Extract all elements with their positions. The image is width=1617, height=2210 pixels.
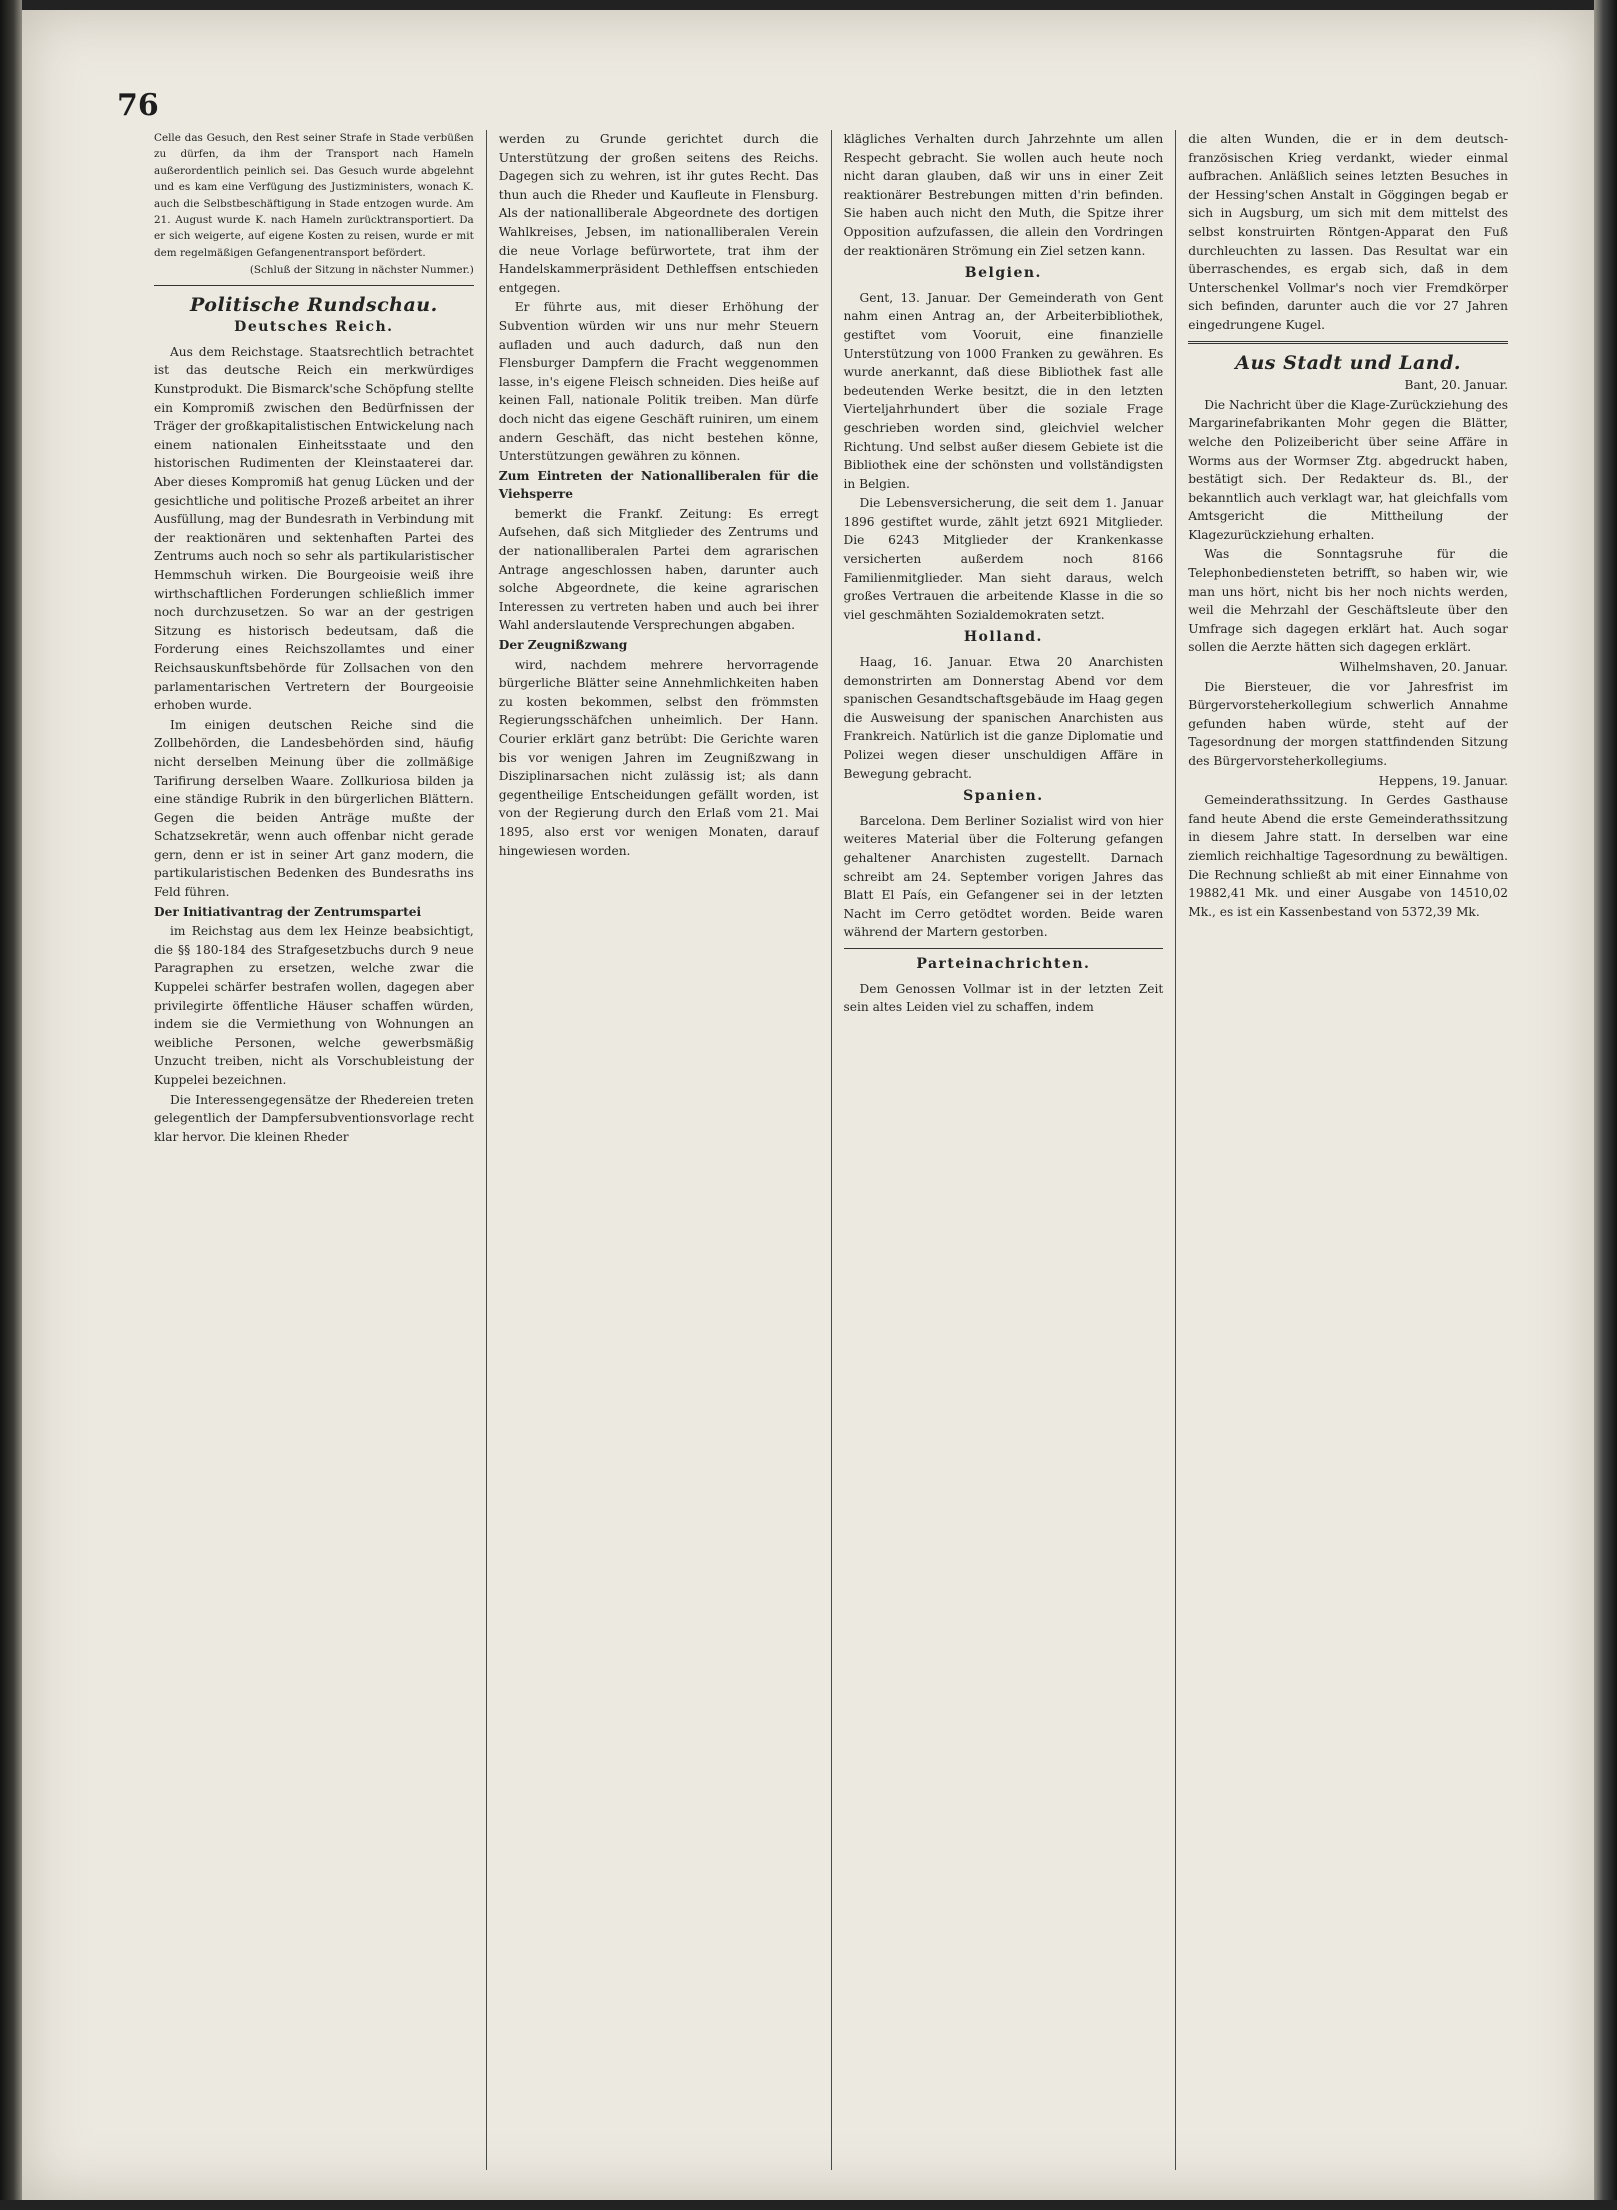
page-number: 76 xyxy=(117,88,159,123)
subsection-title-belgium: Belgien. xyxy=(964,265,1042,282)
article-paragraph: die alten Wunden, die er in dem deutsch-französischen Krieg verdankt, wieder einmal aufbrachen. Anläßlich seines letzten Besuches in der Hessing'schen Anstalt in Göggingen begab er sich in Augsburg, um sich mit dem mittelst des selbst konstruirten Röntgen-Apparat den Fuß durchleuchten zu lassen. Das Resultat war ein überraschendes, es ergab sich, daß in dem Unterschenkel Vollmar's noch vier Fremdkörper sich befinden, darunter auch die vor 27 Jahren eingedrungene Kugel. xyxy=(1188,132,1508,332)
article-paragraph: werden zu Grunde gerichtet durch die Unterstützung der großen seitens des Reichs. Dagegen sich zu wehren, ist ihr gutes Recht. Das thun auch die Rheder und Kaufleute in Flensburg. Als der nationalliberale Abgeordnete des dortigen Wahlkreises, Jebsen, im nationalliberalen Verein die neue Vorlage befürwortete, trat ihm der Handelskammerpräsident Dethleffsen entschieden entgegen. xyxy=(498,132,819,295)
article-headline: Zum Eintreten der Nationalliberalen für die Viehsperre xyxy=(498,468,819,502)
dateline: Wilhelmshaven, 20. Januar. xyxy=(1339,660,1508,675)
article-paragraph: klägliches Verhalten durch Jahrzehnte um allen Respecht gebracht. Sie wollen auch heute noch nicht daran glauben, daß wir uns in einer Zeit reaktionärer Bestrebungen mitten d'rin befinden. Sie haben auch nicht den Muth, die Spitze ihrer Opposition aufzufassen, die allein den Vordringen der reaktionären Strömung ein Ziel setzen kann. xyxy=(843,132,1164,258)
article-paragraph: Aus dem Reichstage. Staatsrechtlich betrachtet ist das deutsche Reich ein merkwürdiges Kunstprodukt. Die Bismarck'sche Schöpfung stellte ein Kompromiß zwischen den Bedürfnissen der Träger der großkapitalistischen Entwickelung nach einem nationalen Einheitsstaate und den historischen Rudimenten der Kleinstaaterei dar. Aber dieses Kompromiß hat genug Lücken und der gesichtliche und politische Prozeß arbeitet an ihrer Ausfüllung, mag der Bundesrath in Verbindung mit der reaktionären und sektenhaften Partei des Zentrums auch noch so sehr als partikularistischer Hemmschuh wirken. Die Bourgeoisie weiß ihre wirthschaftlichen Forderungen schließlich immer noch durchzusetzen. So war an der gestrigen Sitzung es historisch bedeutsam, daß die Forderung eines Reichszollamtes und einer Reichsauskunftsbehörde für Zollsachen von den parlamentarischen Vertretern der Bourgeoisie erhoben wurde. xyxy=(154,344,474,713)
scan-edge-right xyxy=(1594,0,1617,2210)
article-paragraph: Barcelona. Dem Berliner Sozialist wird von hier weiteres Material über die Folterung gefangen gehaltener Anarchisten zugestellt. Darnach schreibt am 24. September vorigen Jahres das Blatt El País, ein Gefangener sei in der letzten Nacht im Cerro getödtet worden. Beide waren während der Martern gestorben. xyxy=(843,813,1164,940)
article-paragraph: Er führte aus, mit dieser Erhöhung der Subvention würden wir uns nur mehr Steuern aufladen und auch dadurch, daß nun den Flensburger Dampfern die Fracht weggenommen lasse, in's eigene Fleisch schneiden. Dies heiße auf keinen Fall, nationale Politik treiben. Man dürfe doch nicht das eigene Geschäft ruiniren, um einem andern Geschäft, das nicht bestehen könne, Unterstützungen gewähren zu können. xyxy=(498,300,819,464)
subsection-title-germany: Deutsches Reich. xyxy=(234,319,394,336)
article-paragraph: Dem Genossen Vollmar ist in der letzten Zeit sein altes Leiden viel zu schaffen, indem xyxy=(843,981,1164,1015)
divider xyxy=(1188,341,1508,344)
section-title-politics: Politische Rundschau. xyxy=(190,293,438,316)
column-2 xyxy=(487,130,832,2170)
scan-edge-left xyxy=(0,0,22,2210)
dateline: Heppens, 19. Januar. xyxy=(1378,773,1508,788)
article-paragraph: wird, nachdem mehrere hervorragende bürgerliche Blätter seine Annehmlichkeiten haben zu kosten bekommen, selbst den frömmsten Regierungsschäfchen unheimlich. Der Hann. Courier erklärt ganz betrübt: Die Gerichte waren bis vor wenigen Jahren im Zeugnißzwang in Disziplinarsachen nicht zulässig ist; als dann gegentheilige Entscheidungen gefällt worden, ist von der Regierung durch den Erlaß vom 21. Mai 1895, also erst vor wenigen Monaten, darauf hingewiesen worden. xyxy=(498,657,819,858)
newspaper-page xyxy=(22,10,1594,2200)
article-paragraph: Die Biersteuer, die vor Jahresfrist im Bürgervorsteherkollegium schwerlich Annahme gefunden haben würde, steht auf der Tagesordnung der morgen stattfindenden Sitzung des Bürgervorsteherkollegiums. xyxy=(1188,679,1508,768)
article-paragraph: Die Nachricht über die Klage-Zurückziehung des Margarinefabrikanten Mohr gegen die Blätter, welche den Polizeibericht über seine Affäre in Worms aus der Wormser Ztg. abgedruckt haben, bestätigt sich. Der Redakteur ds. Bl., der bekanntlich auch verklagt war, hat gleichfalls vom Amtsgericht die Mittheilung der Klagezurückziehung erhalten. xyxy=(1188,397,1508,542)
scan-edge-top xyxy=(0,0,1617,10)
article-paragraph: im Reichstag aus dem lex Heinze beabsichtigt, die §§ 180-184 des Strafgesetzbuchs durch 9 neue Paragraphen zu ersetzen, welche zwar die Kuppelei schärfer bestrafen wollen, dagegen aber privilegirte öffentliche Häuser schaffen würden, indem sie die Vermiethung von Wohnungen an weibliche Personen, welche gewerbsmäßig Unzucht treiben, nicht als Vorschubleistung der Kuppelei bezeichnen. xyxy=(154,924,474,1087)
dateline: Bant, 20. Januar. xyxy=(1404,378,1508,393)
intro-text: Celle das Gesuch, den Rest seiner Strafe in Stade verbüßen zu dürfen, da ihm der Transport nach Hameln außerordentlich peinlich sei. Das Gesuch wurde abgelehnt und es kam eine Verfügung des Justizministers, wonach K. auch die Selbstbeschäftigung in Stade entzogen wurde. Am 21. August wurde K. nach Hameln zurücktransportiert. Da er sich weigerte, auf eigene Kosten zu reisen, wurde er mit dem regelmäßigen Gefangenentransport befördert. xyxy=(154,132,474,259)
article-paragraph: bemerkt die Frankf. Zeitung: Es erregt Aufsehen, daß sich Mitglieder des Zentrums und der nationalliberalen Partei dem agrarischen Antrage angeschlossen haben, darunter auch solche Abgeordnete, die keine agrarischen Interessen zu vertreten haben und auch bei ihrer Wahl anderslautende Versprechungen abgaben. xyxy=(498,506,819,633)
article-paragraph: Was die Sonntagsruhe für die Telephonbediensteten betrifft, so haben wir, wie man uns hört, nicht bis her noch nichts werden, weil die Mehrzahl der Geschäftsleute über den Umfrage sich dagegen erklärt hat. Auch sogar sollen die Aerzte hätten sich dagegen erklärt. xyxy=(1188,547,1508,655)
column-3 xyxy=(832,130,1177,2170)
article-paragraph: Im einigen deutschen Reiche sind die Zollbehörden, die Landesbehörden sind, häufig nicht derselben Meinung über die zollmäßige Tarifirung derselben Waare. Zollkuriosa bilden ja eine ständige Rubrik in den bürgerlichen Blättern. Gegen die beiden Anträge mußte der Schatzsekretär, wenn auch offenbar nicht gerade gern, denn er ist in seiner Art ganz modern, die partikularistischen Bedenken des Bundesraths ins Feld führen. xyxy=(154,717,474,900)
subsection-title-party-news: Parteinachrichten. xyxy=(916,955,1091,972)
article-paragraph: Haag, 16. Januar. Etwa 20 Anarchisten demonstrirten am Donnerstag Abend vor dem spanischen Gesandtschaftsgebäude im Haag gegen die Ausweisung der spanischen Anarchisten aus Frankreich. Natürlich ist die ganze Diplomatie und Polizei wegen dieser unschuldigen Affäre in Bewegung gebracht. xyxy=(843,655,1164,781)
column-container xyxy=(142,130,1520,2170)
article-paragraph: Die Interessengegensätze der Rhedereien treten gelegentlich der Dampfersubventionsvorlage recht klar hervor. Die kleinen Rheder xyxy=(154,1092,474,1144)
subsection-title-holland: Holland. xyxy=(963,629,1043,646)
column-4 xyxy=(1176,130,1520,2170)
intro-end-note: (Schluß der Sitzung in nächster Nummer.) xyxy=(249,264,474,277)
article-paragraph: Die Lebensversicherung, die seit dem 1. Januar 1896 gestiftet wurde, zählt jetzt 6921 Mitglieder. Die 6243 Mitglieder der Krankenkasse versicherten außerdem noch 8166 Familienmitglieder. Man sieht daraus, welch großes Vertrauen die arbeitende Klasse in die so viel geschmähten Sozialdemokraten setzt. xyxy=(843,496,1164,622)
column-1 xyxy=(142,130,487,2170)
article-headline: Der Zeugnißzwang xyxy=(498,638,628,653)
article-headline: Der Initiativantrag der Zentrumspartei xyxy=(154,904,422,919)
subsection-title-spain: Spanien. xyxy=(963,788,1044,805)
divider xyxy=(844,948,1164,949)
section-title-local: Aus Stadt und Land. xyxy=(1235,351,1461,374)
divider xyxy=(154,285,474,286)
article-paragraph: Gemeinderathssitzung. In Gerdes Gasthause fand heute Abend die erste Gemeinderathssitzung in diesem Jahre statt. In derselben war eine ziemlich reichhaltige Tagesordnung zu bewältigen. Die Rechnung schließt ab mit einer Einnahme von 19882,41 Mk. und einer Ausgabe von 14510,02 Mk., es ist ein Kassenbestand von 5372,39 Mk. xyxy=(1188,793,1508,919)
scan-edge-bottom xyxy=(0,2200,1617,2210)
article-paragraph: Gent, 13. Januar. Der Gemeinderath von Gent nahm einen Antrag an, der Arbeiterbibliothek, gestiftet vom Vooruit, eine finanzielle Unterstützung von 1000 Franken zu gewähren. Es wurde anerkannt, daß diese Bibliothek fast alle bedeutenden Werke besitzt, die in den letzten Vierteljahrhundert über die soziale Frage geschrieben worden sind, gleichviel welcher Richtung. Und selbst außer diesem Gebiete ist die Bibliothek eine der schönsten und vollständigsten in Belgien. xyxy=(843,290,1164,491)
